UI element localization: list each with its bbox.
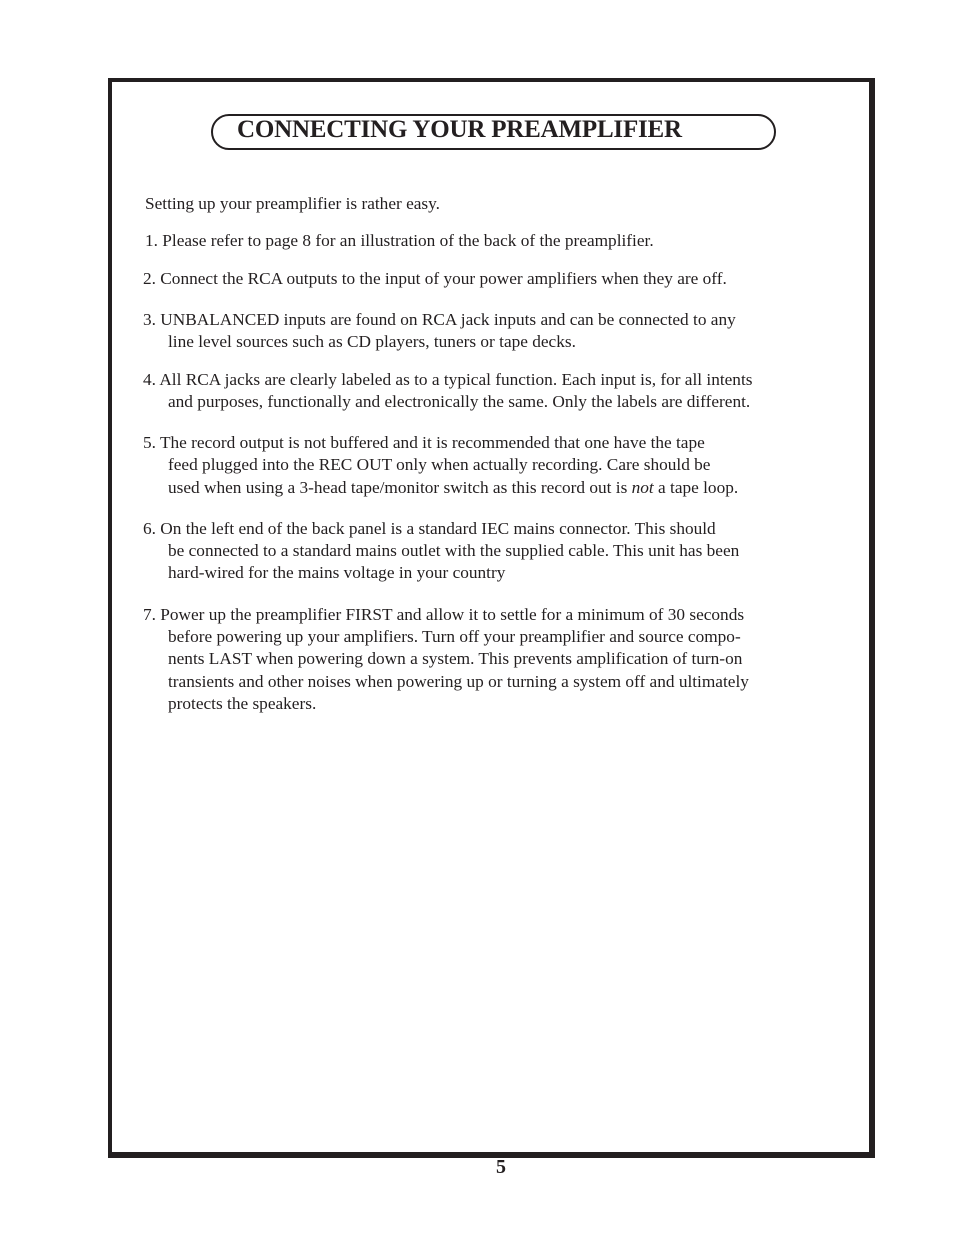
step-3-line-2: line level sources such as CD players, tuners or tape decks. — [168, 332, 576, 351]
step-1: 1. Please refer to page 8 for an illustration of the back of the preamplifier. — [145, 231, 654, 250]
step-5-line-3 — [168, 477, 738, 499]
step-5-emphasis: not — [631, 478, 654, 497]
step-5-line-1: 5. The record output is not buffered and it is recommended that one have the tape — [143, 433, 705, 452]
step-5-line-3-end: a tape loop. — [653, 478, 739, 497]
step-3-line-1: 3. UNBALANCED inputs are found on RCA jack inputs and can be connected to any — [143, 310, 736, 329]
step-7-line-3: nents LAST when powering down a system. This prevents amplification of turn-on — [168, 649, 743, 668]
step-2: 2. Connect the RCA outputs to the input of your power amplifiers when they are off. — [143, 269, 727, 288]
step-5-line-2: feed plugged into the REC OUT only when actually recording. Care should be — [168, 455, 711, 474]
step-7-line-5: protects the speakers. — [168, 694, 317, 713]
step-6-line-2: be connected to a standard mains outlet with the supplied cable. This unit has been — [168, 541, 740, 560]
intro-text: Setting up your preamplifier is rather easy. — [145, 194, 440, 213]
step-7-line-2: before powering up your amplifiers. Turn off your preamplifier and source compo- — [168, 627, 741, 646]
step-4-line-1: 4. All RCA jacks are clearly labeled as to a typical function. Each input is, for all intents — [143, 370, 753, 389]
step-5-line-3-start: used when using a 3-head tape/monitor switch as this record out is — [168, 478, 632, 497]
step-7-line-4: transients and other noises when powering up or turning a system off and ultimately — [168, 672, 749, 691]
step-6-line-1: 6. On the left end of the back panel is a standard IEC mains connector. This should — [143, 519, 716, 538]
page-number: 5 — [496, 1156, 506, 1178]
page-title: CONNECTING YOUR PREAMPLIFIER — [237, 116, 682, 143]
step-4-line-2: and purposes, functionally and electronically the same. Only the labels are different. — [168, 392, 751, 411]
step-6-line-3: hard-wired for the mains voltage in your country — [168, 563, 506, 582]
step-7-line-1: 7. Power up the preamplifier FIRST and allow it to settle for a minimum of 30 seconds — [143, 605, 745, 624]
